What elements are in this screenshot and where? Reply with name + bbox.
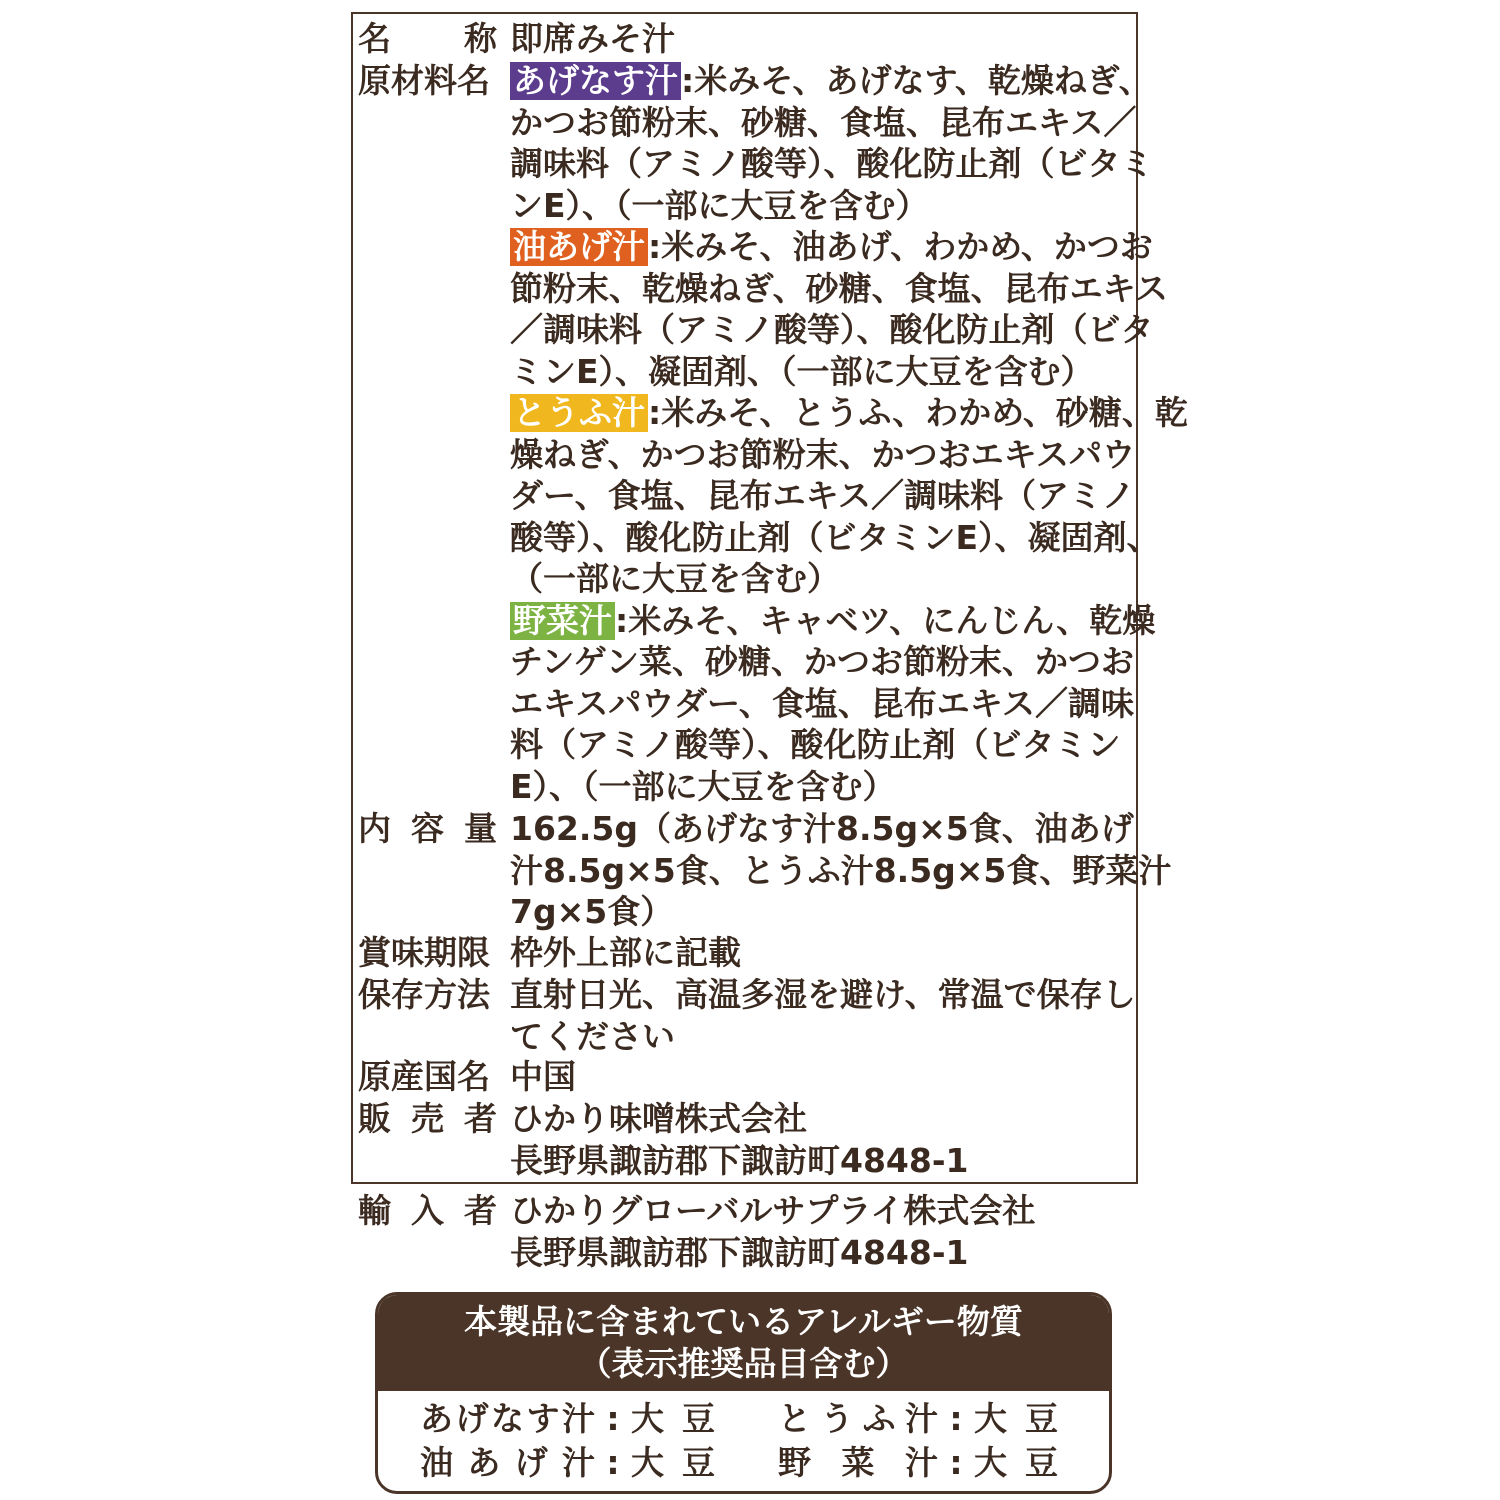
expiry-value: 枠外上部に記載 (510, 933, 741, 972)
name-key (358, 18, 497, 60)
ingredient-line: 節粉末、乾燥ねぎ、砂糖、食塩、昆布エキス (510, 268, 1169, 308)
allergy-char: ふ (862, 1399, 896, 1438)
content-key-char: 内 (358, 809, 391, 848)
ingredient-line: E）、（一部に大豆を含む） (510, 766, 896, 806)
allergy-char: 大 (631, 1443, 664, 1482)
allergy-item-aburaage (420, 1442, 715, 1484)
allergy-char: げ (514, 1443, 548, 1482)
ingredients-key: 原材料名 (358, 61, 490, 100)
allergy-item-name (778, 1398, 938, 1440)
storage-line: てください (510, 1016, 675, 1056)
importer-key-char: 者 (464, 1191, 497, 1230)
allergy-item-tofu (778, 1398, 1058, 1440)
allergy-char: 豆 (1025, 1399, 1058, 1438)
content-key-char: 量 (464, 809, 497, 848)
ingredient-line: ミンE）、凝固剤、（一部に大豆を含む） (510, 351, 1094, 391)
seller-line: ひかり味噌株式会社 (510, 1099, 807, 1138)
ingredient-line: かつお節粉末、砂糖、食塩、昆布エキス／ (510, 102, 1137, 142)
allergy-item-name (420, 1398, 595, 1440)
ingredient-line: （一部に大豆を含む） (510, 559, 840, 598)
allergy-colon: : (606, 1443, 620, 1482)
allergy-item-value (631, 1442, 715, 1484)
allergy-char: 汁 (561, 1443, 595, 1482)
allergy-char: な (491, 1399, 524, 1438)
ingredient-line: ダー、食塩、昆布エキス／調味料（アミノ (510, 476, 1136, 515)
allergy-item-value (631, 1398, 715, 1440)
ingredient-text: :米みそ、とうふ、わかめ、砂糖、乾 (648, 393, 1188, 432)
content-value (510, 808, 1171, 933)
allergy-char: 汁 (905, 1443, 938, 1482)
tag-yasai: 野菜汁 (510, 602, 615, 640)
seller-key-char: 販 (358, 1099, 391, 1138)
allergy-char: と (778, 1399, 811, 1438)
ingredient-line (510, 226, 1188, 268)
allergy-item-value (974, 1398, 1058, 1440)
ingredient-line (510, 60, 1188, 102)
allergy-char: 大 (974, 1443, 1007, 1482)
allergy-heading (378, 1295, 1109, 1391)
allergy-char: げ (455, 1399, 489, 1438)
allergy-colon: : (606, 1399, 620, 1438)
seller-key-char: 者 (464, 1099, 497, 1138)
allergy-item-name (778, 1442, 938, 1484)
allergy-colon: : (949, 1399, 963, 1438)
tag-aburaage: 油あげ汁 (510, 228, 648, 266)
content-key (358, 808, 497, 850)
ingredient-text: :米みそ、キャベツ、にんじん、乾燥 (615, 600, 1156, 640)
content-key-char: 容 (411, 809, 444, 848)
content-line: 汁8.5g×5食、とうふ汁8.5g×5食、野菜汁 (510, 850, 1172, 890)
tag-agenasu: あげなす汁 (510, 62, 681, 100)
allergy-char: 野 (778, 1443, 811, 1482)
name-key-char: 名 (358, 19, 391, 58)
allergy-char: あ (467, 1443, 501, 1482)
allergy-heading-line: （表示推奨品目含む） (578, 1344, 909, 1383)
tag-tofu: とうふ汁 (510, 394, 648, 432)
ingredient-line: 酸等）、酸化防止剤（ビタミンE）、凝固剤、 (510, 517, 1160, 557)
allergy-item-agenasu (420, 1398, 715, 1440)
seller-line: 長野県諏訪郡下諏訪町4848-1 (510, 1140, 969, 1180)
name-value: 即席みそ汁 (510, 19, 675, 58)
importer-value (510, 1190, 1035, 1273)
storage-line: 直射日光、高温多湿を避け、常温で保存し (510, 975, 1136, 1014)
content-line: 162.5g（あげなす汁8.5g×5食、油あげ (510, 809, 1134, 848)
allergy-char: 豆 (682, 1399, 715, 1438)
ingredients-block (510, 60, 1188, 807)
expiry-key: 賞味期限 (358, 933, 490, 972)
importer-line: 長野県諏訪郡下諏訪町4848-1 (510, 1232, 969, 1272)
allergy-item-yasai (778, 1442, 1058, 1484)
ingredient-line: 料（アミノ酸等）、酸化防止剤（ビタミン (510, 725, 1121, 764)
ingredient-line: 調味料（アミノ酸等）、酸化防止剤（ビタミ (510, 144, 1154, 183)
ingredient-line: チンゲン菜、砂糖、かつお節粉末、かつお (510, 642, 1135, 681)
allergy-char: 油 (420, 1443, 453, 1482)
allergy-char: 汁 (904, 1399, 938, 1438)
origin-value: 中国 (510, 1057, 576, 1096)
origin-key: 原産国名 (358, 1057, 490, 1096)
content-line: 7g×5食） (510, 892, 674, 931)
allergy-char: う (820, 1399, 854, 1438)
importer-key-char: 輸 (358, 1191, 391, 1230)
ingredient-line (510, 392, 1188, 434)
allergy-item-name (420, 1442, 595, 1484)
ingredient-text: :米みそ、あげなす、乾燥ねぎ、 (681, 61, 1152, 100)
seller-value (510, 1098, 969, 1181)
importer-line: ひかりグローバルサプライ株式会社 (510, 1191, 1036, 1230)
allergy-colon: : (949, 1443, 963, 1482)
seller-key-char: 売 (411, 1099, 444, 1138)
allergy-char: 豆 (1025, 1443, 1058, 1482)
ingredient-line: エキスパウダー、食塩、昆布エキス／調味 (510, 683, 1135, 723)
allergy-char: 大 (631, 1399, 664, 1438)
ingredient-line: 燥ねぎ、かつお節粉末、かつおエキスパウ (510, 434, 1136, 474)
allergy-char: す (526, 1399, 560, 1438)
allergy-char: 豆 (682, 1443, 715, 1482)
name-key-char: 称 (464, 19, 497, 58)
ingredient-line (510, 600, 1188, 642)
allergy-char: 大 (974, 1399, 1007, 1438)
ingredient-line: ／調味料（アミノ酸等）、酸化防止剤（ビタ (510, 310, 1154, 349)
storage-value (510, 974, 1136, 1057)
importer-key (358, 1190, 497, 1232)
importer-key-char: 入 (411, 1191, 444, 1230)
seller-key (358, 1098, 497, 1140)
allergy-char: 汁 (562, 1399, 595, 1438)
storage-key: 保存方法 (358, 975, 490, 1014)
allergy-char: 菜 (841, 1443, 875, 1482)
ingredient-line: ンE）、（一部に大豆を含む） (510, 185, 929, 225)
allergy-char: あ (420, 1399, 453, 1438)
allergy-heading-line: 本製品に含まれているアレルギー物質 (464, 1302, 1023, 1341)
ingredient-text: :米みそ、油あげ、わかめ、かつお (648, 227, 1153, 266)
allergy-item-value (974, 1442, 1058, 1484)
